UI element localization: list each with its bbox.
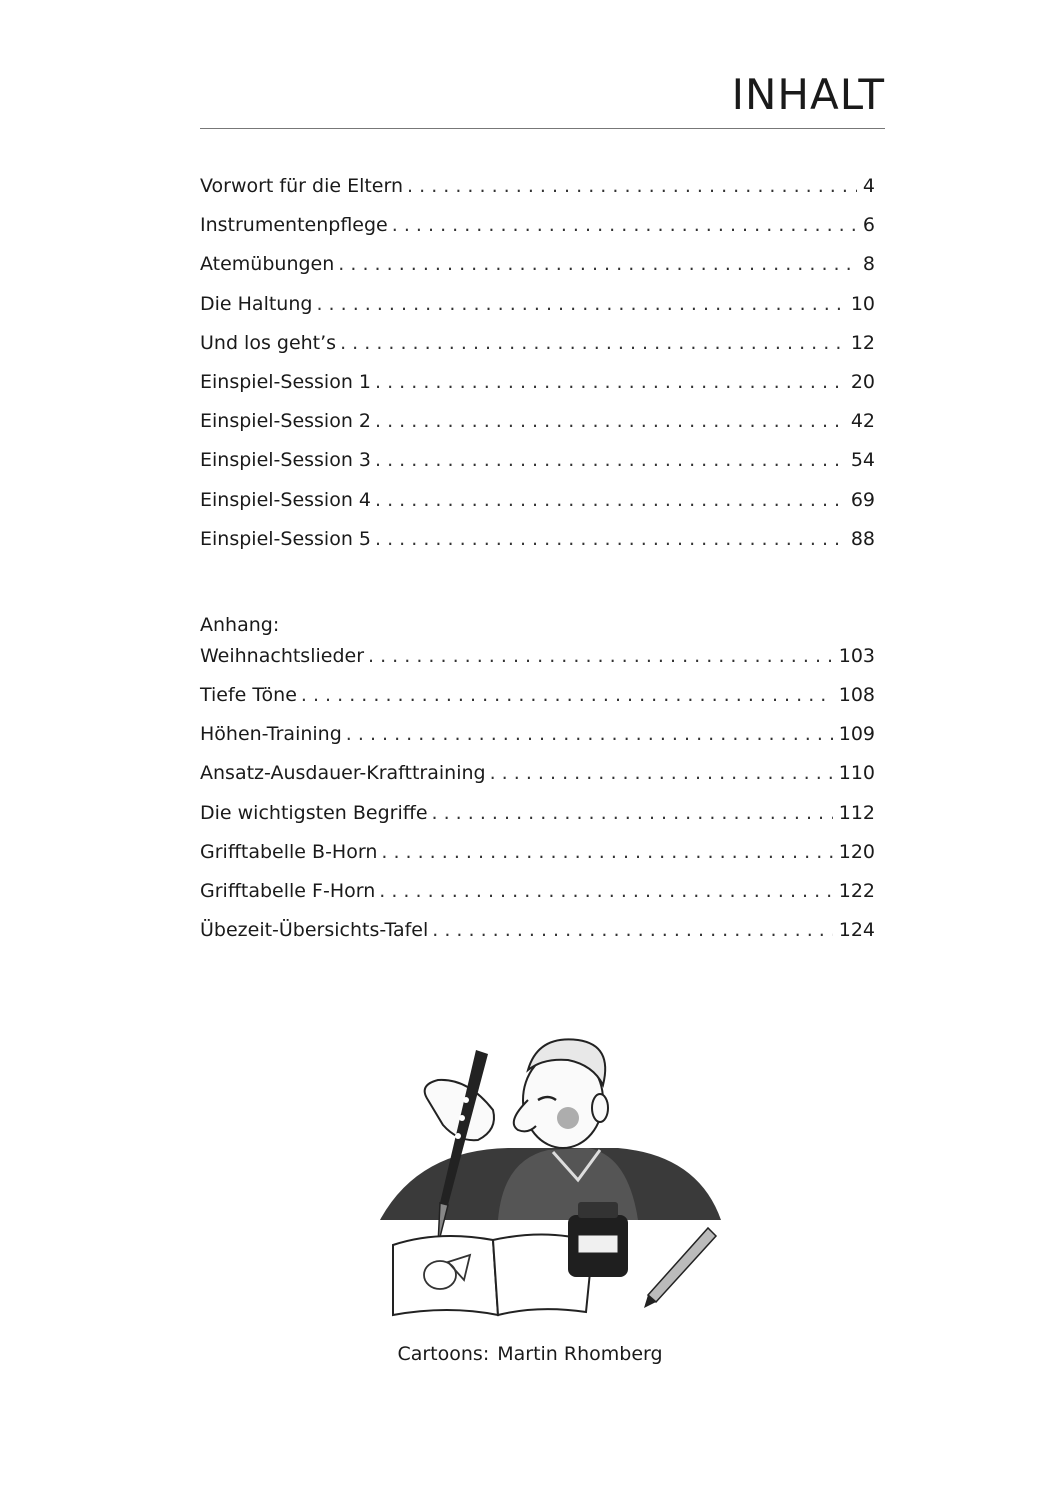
toc-entry-page: 10: [850, 292, 875, 315]
toc-entry-page: 4: [862, 175, 875, 197]
toc-entry-title: Und los geht’s: [200, 331, 337, 354]
toc-leader-dots: [490, 762, 833, 784]
toc-entry: [200, 841, 875, 880]
toc-leader-dots: [432, 802, 833, 824]
toc-entry-title: Höhen-Training: [200, 723, 342, 746]
toc-entry-title: Tiefe Töne: [200, 684, 297, 707]
toc-entry: [200, 175, 875, 214]
toc-entry-page: 12: [850, 331, 875, 354]
toc-entry-page: 54: [850, 449, 875, 472]
toc-entry: [200, 332, 875, 371]
section-gap: [200, 567, 875, 606]
toc-entry: [200, 253, 875, 292]
toc-entry-page: 88: [850, 527, 875, 550]
toc-leader-dots: [381, 841, 832, 863]
toc-entry-page: 103: [838, 644, 875, 667]
toc-leader-dots: [368, 645, 833, 667]
toc-entry: [200, 919, 875, 958]
cartoon-illustration: [378, 1030, 723, 1320]
toc-entry: [200, 449, 875, 488]
toc-leader-dots: [346, 723, 833, 745]
toc-entry-page: 42: [850, 410, 875, 433]
toc-entry-title: Ansatz-Ausdauer-Krafttraining: [200, 762, 486, 785]
toc-entry-title: Einspiel-Session 2: [200, 410, 372, 433]
toc-entry-title: Einspiel-Session 4: [200, 488, 372, 511]
toc-entry-title: Grifftabelle F-Horn: [200, 880, 376, 902]
toc-entry-title: Einspiel-Session 3: [200, 449, 372, 472]
toc-leader-dots: [392, 214, 857, 236]
toc-entry: [200, 723, 875, 762]
toc-leader-dots: [407, 175, 857, 197]
page-title: INHALT: [731, 70, 885, 119]
toc-leader-dots: [375, 371, 845, 393]
toc-entry-page: 108: [838, 684, 875, 707]
toc-entry-title: Einspiel-Session 1: [200, 370, 372, 393]
toc-entry-page: 122: [838, 880, 875, 902]
toc-entry-page: 6: [862, 214, 875, 237]
toc-entry: [200, 489, 875, 528]
toc-entry-page: 109: [838, 723, 875, 746]
toc-entry: [200, 880, 875, 919]
toc-entry-page: 69: [850, 488, 875, 511]
toc-entry-title: Die wichtigsten Begriffe: [200, 801, 428, 824]
credit-label: Cartoons:: [397, 1343, 490, 1365]
toc-entry-page: 112: [838, 801, 875, 824]
toc-entry-page: 120: [838, 840, 875, 863]
toc-entry-page: 124: [838, 919, 875, 942]
toc-entry-title: Weihnachtslieder: [200, 644, 365, 667]
toc-entry: [200, 528, 875, 567]
cartoon-credit: [0, 1343, 1060, 1365]
toc-entry: [200, 371, 875, 410]
toc-entry-title: Die Haltung: [200, 292, 313, 315]
toc-leader-dots: [432, 919, 832, 941]
appendix-heading: Anhang:: [200, 613, 280, 636]
toc-entry: [200, 684, 875, 723]
toc-entry: [200, 802, 875, 841]
toc-entry: [200, 410, 875, 449]
toc-entry-title: Übezeit-Übersichts-Tafel: [200, 919, 429, 942]
toc-leader-dots: [340, 332, 845, 354]
toc-main-list: [200, 175, 875, 567]
toc-leader-dots: [316, 293, 844, 315]
toc-entry-title: Atemübungen: [200, 253, 335, 276]
toc-entry-title: Einspiel-Session 5: [200, 527, 372, 550]
toc-leader-dots: [338, 253, 857, 275]
toc-leader-dots: [301, 684, 833, 706]
toc-entry: [200, 762, 875, 801]
toc-leader-dots: [375, 410, 845, 432]
table-of-contents: [200, 175, 875, 958]
toc-entry-title: Instrumentenpflege: [200, 214, 388, 237]
toc-leader-dots: [379, 880, 832, 902]
credit-name: Martin Rhomberg: [497, 1343, 663, 1365]
toc-entry-title: Grifftabelle B-Horn: [200, 840, 378, 863]
toc-entry: [200, 645, 875, 684]
toc-entry-title: Vorwort für die Eltern: [200, 175, 404, 197]
toc-entry: [200, 293, 875, 332]
toc-entry: [200, 214, 875, 253]
toc-appendix-list: [200, 645, 875, 959]
title-divider: [200, 128, 885, 129]
toc-entry-page: 8: [862, 253, 875, 276]
toc-leader-dots: [375, 528, 845, 550]
toc-leader-dots: [375, 449, 845, 471]
toc-entry-page: 110: [838, 762, 875, 785]
toc-entry-page: 20: [850, 370, 875, 393]
toc-leader-dots: [375, 489, 845, 511]
